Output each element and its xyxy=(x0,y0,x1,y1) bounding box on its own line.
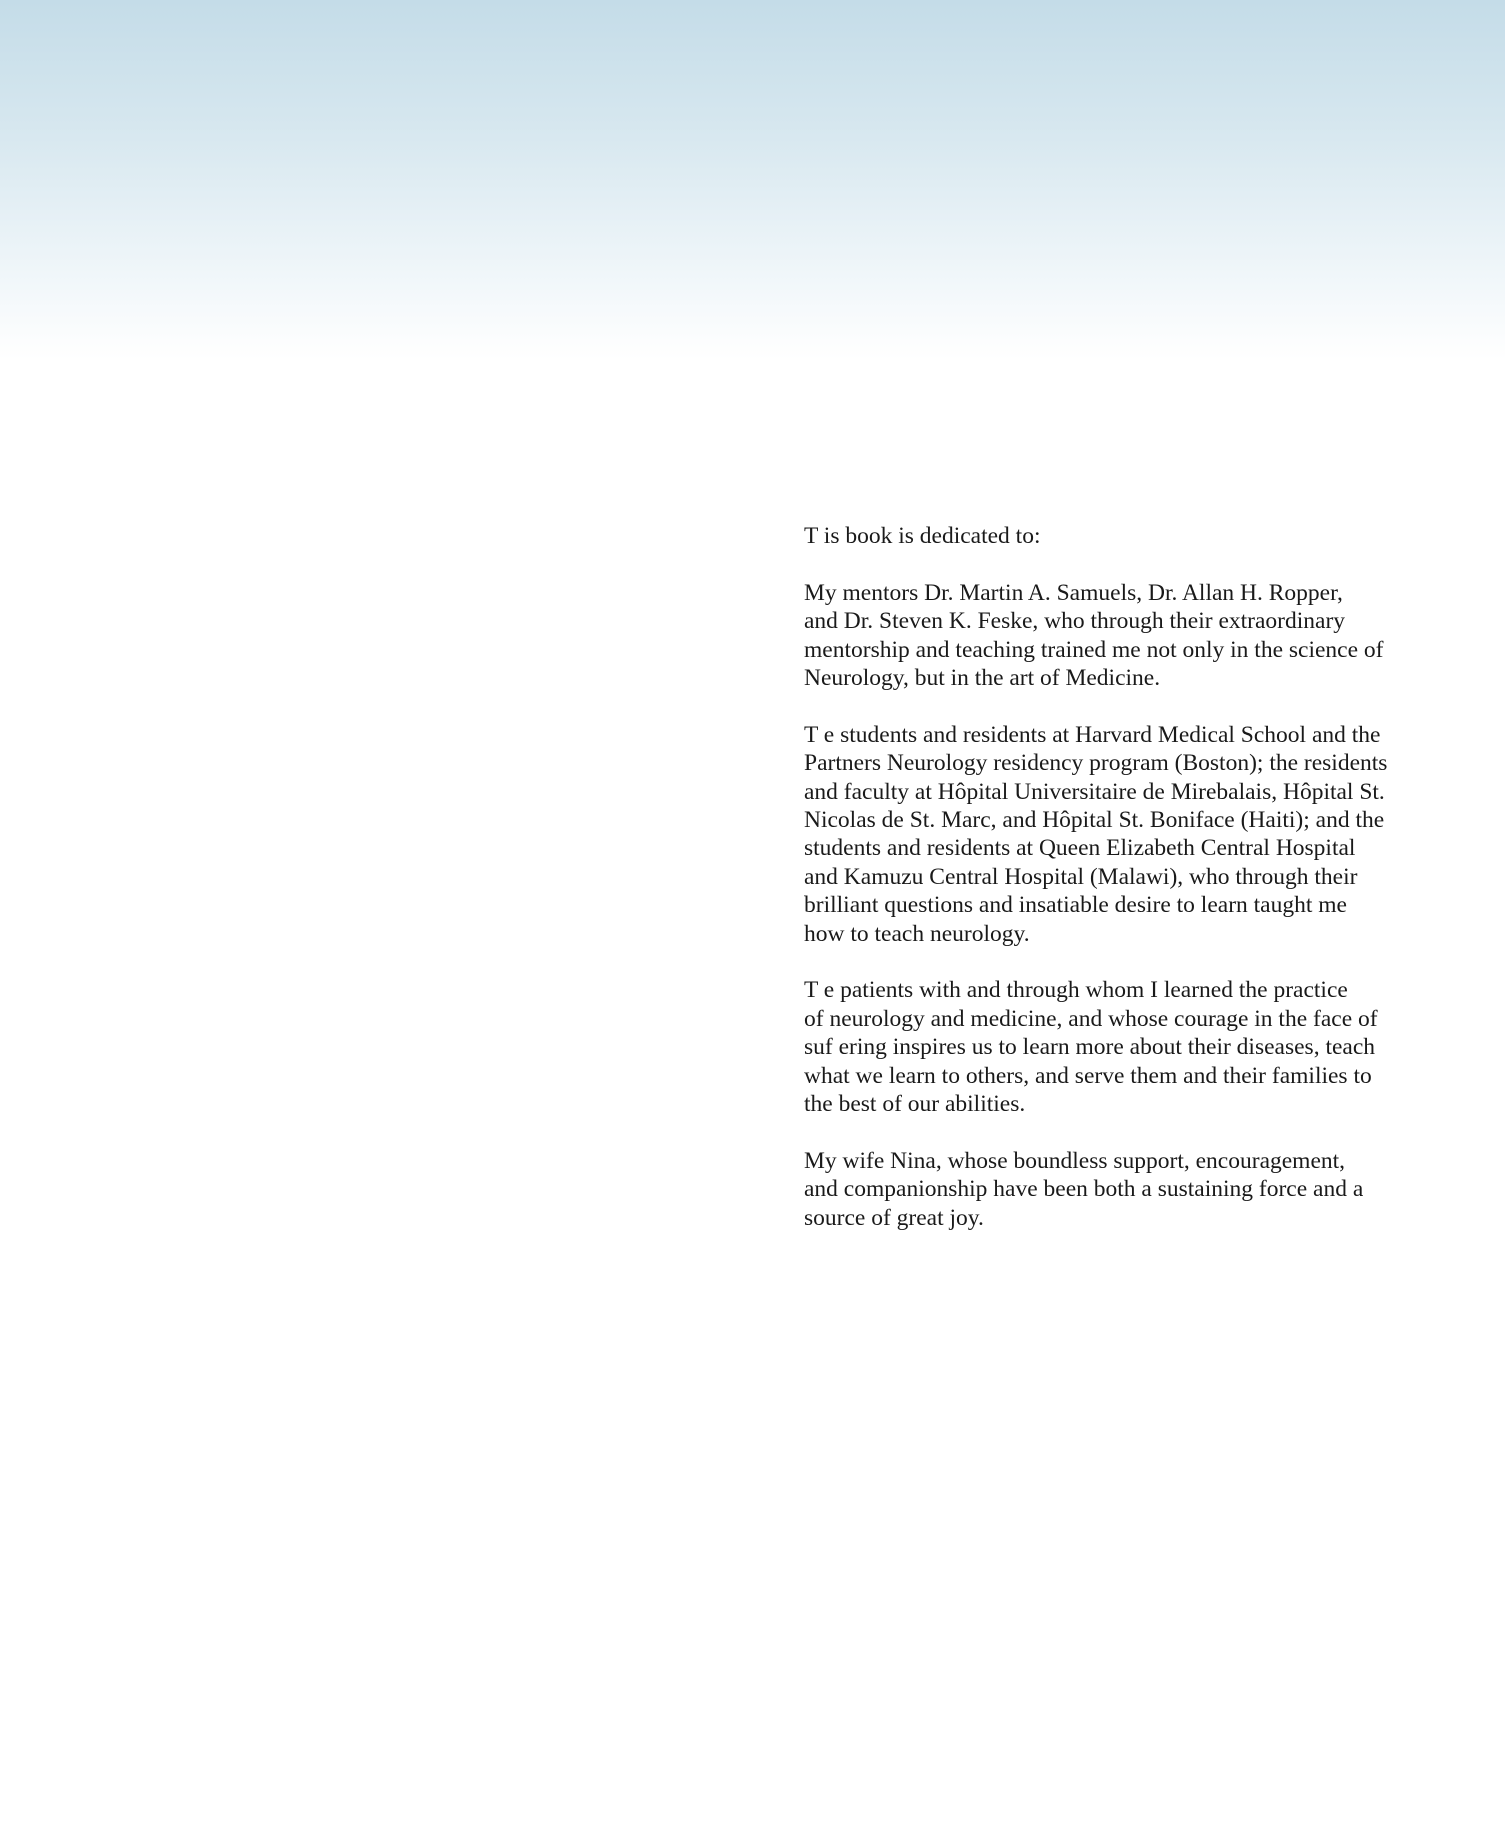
paragraph-line: and Dr. Steven K. Feske, who through their extraordinary xyxy=(804,608,1346,635)
paragraph-line: T e patients with and through whom I learned the practice xyxy=(804,977,1348,1004)
paragraph-line: suf ering inspires us to learn more about their diseases, teach xyxy=(804,1034,1376,1061)
paragraph-line: how to teach neurology. xyxy=(804,920,1030,947)
dedication-text xyxy=(804,522,1424,1260)
paragraph-line: and companionship have been both a sustaining force and a xyxy=(804,1176,1364,1203)
paragraph-line: Partners Neurology residency program (Boston); the residents xyxy=(804,750,1388,777)
paragraph-line: and faculty at Hôpital Universitaire de Mirebalais, Hôpital St. xyxy=(804,778,1385,805)
paragraph-line: what we learn to others, and serve them and their families to xyxy=(804,1062,1372,1089)
paragraph-line: T e students and residents at Harvard Medical School and the xyxy=(804,721,1381,748)
paragraph-line: students and residents at Queen Elizabeth Central Hospital xyxy=(804,835,1356,862)
paragraph-line: source of great joy. xyxy=(804,1204,984,1231)
paragraph-line: Neurology, but in the art of Medicine. xyxy=(804,665,1161,692)
dedication-wife-paragraph xyxy=(804,1147,1424,1232)
dedication-intro xyxy=(804,522,1424,550)
paragraph-line: the best of our abilities. xyxy=(804,1091,1026,1118)
paragraph-line: and Kamuzu Central Hospital (Malawi), who through their xyxy=(804,863,1358,890)
paragraph-line: My mentors Dr. Martin A. Samuels, Dr. Allan H. Ropper, xyxy=(804,579,1343,606)
paragraph-line: My wife Nina, whose boundless support, encouragement, xyxy=(804,1147,1346,1174)
header-gradient-band xyxy=(0,0,1505,360)
paragraph-line: Nicolas de St. Marc, and Hôpital St. Boniface (Haiti); and the xyxy=(804,807,1385,834)
paragraph-line: brilliant questions and insatiable desire to learn taught me xyxy=(804,892,1347,919)
dedication-mentors-paragraph xyxy=(804,579,1424,693)
paragraph-line: of neurology and medicine, and whose courage in the face of xyxy=(804,1005,1378,1032)
dedication-patients-paragraph xyxy=(804,976,1424,1118)
paragraph-line: mentorship and teaching trained me not only in the science of xyxy=(804,636,1384,663)
dedication-intro-line: T is book is dedicated to: xyxy=(804,523,1041,549)
dedication-students-paragraph xyxy=(804,721,1424,948)
